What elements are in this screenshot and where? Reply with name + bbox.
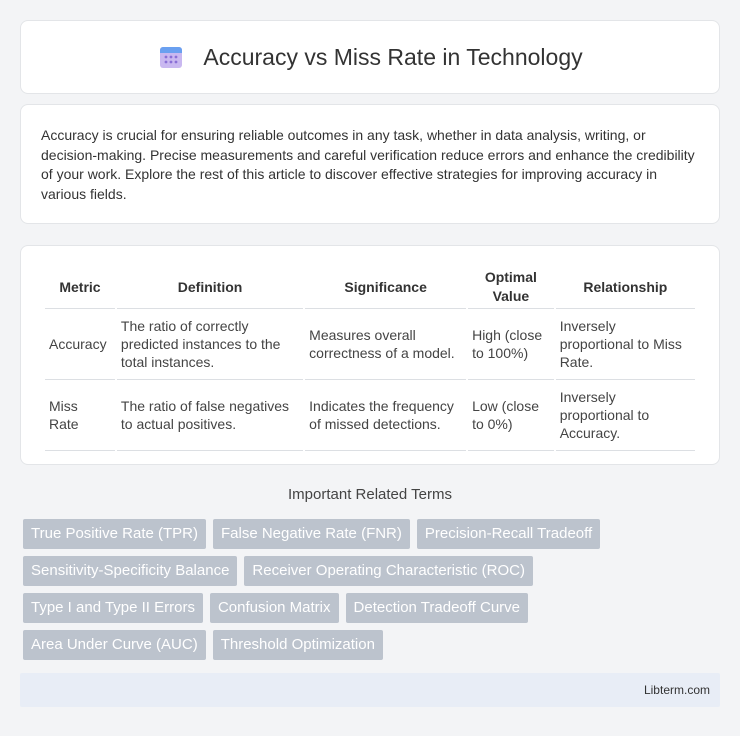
related-term-tag[interactable]: Precision-Recall Tradeoff	[417, 519, 600, 549]
cell-optimal-value: High (close to 100%)	[468, 309, 554, 380]
intro-card	[20, 104, 720, 224]
calendar-grid-icon	[157, 43, 185, 71]
cell-relationship: Inversely proportional to Miss Rate.	[556, 309, 695, 380]
related-term-tag[interactable]: Threshold Optimization	[213, 630, 383, 660]
table-row	[45, 309, 695, 380]
header-definition: Definition	[117, 262, 303, 309]
related-term-tag[interactable]: Receiver Operating Characteristic (ROC)	[244, 556, 533, 586]
related-term-tag[interactable]: Area Under Curve (AUC)	[23, 630, 206, 660]
related-term-tag[interactable]: False Negative Rate (FNR)	[213, 519, 410, 549]
table-row	[45, 380, 695, 451]
footer	[20, 673, 720, 707]
cell-metric: Miss Rate	[45, 380, 115, 451]
header-significance: Significance	[305, 262, 466, 309]
comparison-table-card	[20, 245, 720, 465]
related-term-tag[interactable]: True Positive Rate (TPR)	[23, 519, 206, 549]
intro-paragraph: Accuracy is crucial for ensuring reliable outcomes in any task, whether in data analysis, writing, or decision-making. Precise measurements and careful verification reduce errors and enhance the credibility of your work. Explore the rest of this article to discover effective strategies for improving accuracy in various fields.	[41, 127, 695, 202]
cell-significance: Measures overall correctness of a model.	[305, 309, 466, 380]
header-card	[20, 20, 720, 94]
cell-relationship: Inversely proportional to Accuracy.	[556, 380, 695, 451]
footer-site-link[interactable]: Libterm.com	[643, 683, 710, 697]
cell-metric: Accuracy	[45, 309, 115, 380]
header-relationship: Relationship	[556, 262, 695, 309]
table-header-row	[45, 262, 695, 309]
related-terms-heading: Important Related Terms	[288, 486, 452, 503]
cell-significance: Indicates the frequency of missed detections.	[305, 380, 466, 451]
comparison-table	[43, 262, 697, 451]
related-terms-list	[20, 519, 720, 660]
cell-definition: The ratio of false negatives to actual positives.	[117, 380, 303, 451]
header-optimal-value: Optimal Value	[468, 262, 554, 309]
cell-definition: The ratio of correctly predicted instances to the total instances.	[117, 309, 303, 380]
header-metric: Metric	[45, 262, 115, 309]
cell-optimal-value: Low (close to 0%)	[468, 380, 554, 451]
related-term-tag[interactable]: Type I and Type II Errors	[23, 593, 203, 623]
page-title: Accuracy vs Miss Rate in Technology	[203, 43, 583, 70]
related-term-tag[interactable]: Confusion Matrix	[210, 593, 339, 623]
related-term-tag[interactable]: Detection Tradeoff Curve	[346, 593, 528, 623]
related-term-tag[interactable]: Sensitivity-Specificity Balance	[23, 556, 237, 586]
